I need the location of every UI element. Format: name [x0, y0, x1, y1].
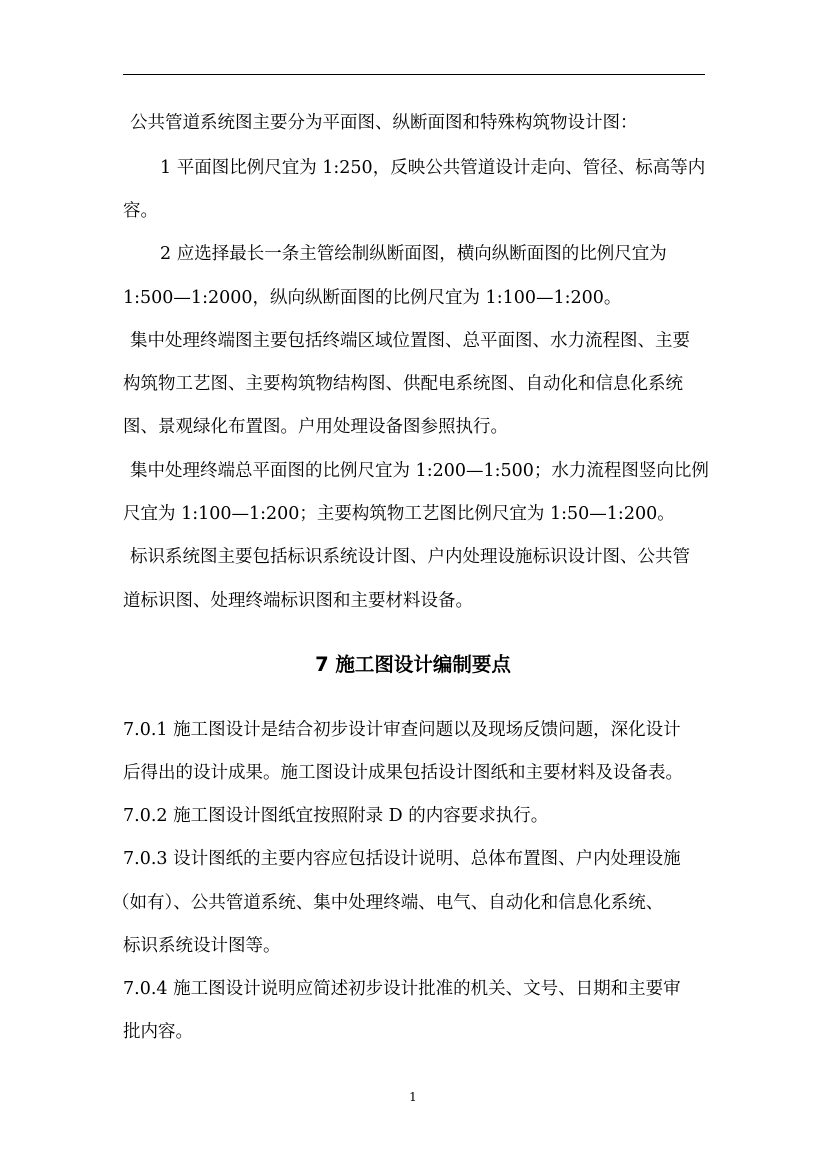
- paragraph-line: 2 应选择最长一条主管绘制纵断面图，横向纵断面图的比例尺宜为: [160, 244, 667, 264]
- paragraph-line: 集中处理终端总平面图的比例尺宜为 1:200—1:500；水力流程图竖向比例: [130, 461, 709, 481]
- paragraph-line: 尺宜为 1:100—1:200；主要构筑物工艺图比例尺宜为 1:50—1:200。: [123, 504, 675, 524]
- paragraph-line: 道标识图、处理终端标识图和主要材料设备。: [123, 591, 473, 611]
- section-line: 7.0.3 设计图纸的主要内容应包括设计说明、总体布置图、户内处理设施: [123, 849, 681, 869]
- paragraph-line: 标识系统图主要包括标识系统设计图、户内处理设施标识设计图、公共管: [130, 547, 690, 567]
- section-line: 7.0.1 施工图设计是结合初步设计审查问题以及现场反馈问题，深化设计: [123, 720, 681, 740]
- section-line: 标识系统设计图等。: [123, 936, 281, 956]
- paragraph-line: 公共管道系统图主要分为平面图、纵断面图和特殊构筑物设计图：: [130, 113, 638, 133]
- section-line: 批内容。: [123, 1022, 193, 1042]
- paragraph-line: 容。: [123, 201, 158, 221]
- paragraph-line: 1:500—1:2000，纵向纵断面图的比例尺宜为 1:100—1:200。: [123, 288, 622, 308]
- section-line: 7.0.2 施工图设计图纸宜按照附录 D 的内容要求执行。: [123, 806, 549, 826]
- paragraph-line: 图、景观绿化布置图。户用处理设备图参照执行。: [123, 417, 508, 437]
- paragraph-line: 集中处理终端图主要包括终端区域位置图、总平面图、水力流程图、主要: [130, 331, 690, 351]
- paragraph-line: 构筑物工艺图、主要构筑物结构图、供配电系统图、自动化和信息化系统: [123, 374, 683, 394]
- section-line: 7.0.4 施工图设计说明应简述初步设计批准的机关、文号、日期和主要审: [123, 979, 681, 999]
- section-line: （如有）、公共管道系统、集中处理终端、电气、自动化和信息化系统、: [112, 893, 664, 913]
- page-number: 1: [409, 1090, 417, 1104]
- section-heading: 7 施工图设计编制要点: [315, 653, 511, 676]
- section-line: 后得出的设计成果。施工图设计成果包括设计图纸和主要材料及设备表。: [123, 763, 683, 783]
- paragraph-line: 1 平面图比例尺宜为 1:250，反映公共管道设计走向、管径、标高等内: [160, 158, 706, 178]
- header-rule: [123, 74, 705, 75]
